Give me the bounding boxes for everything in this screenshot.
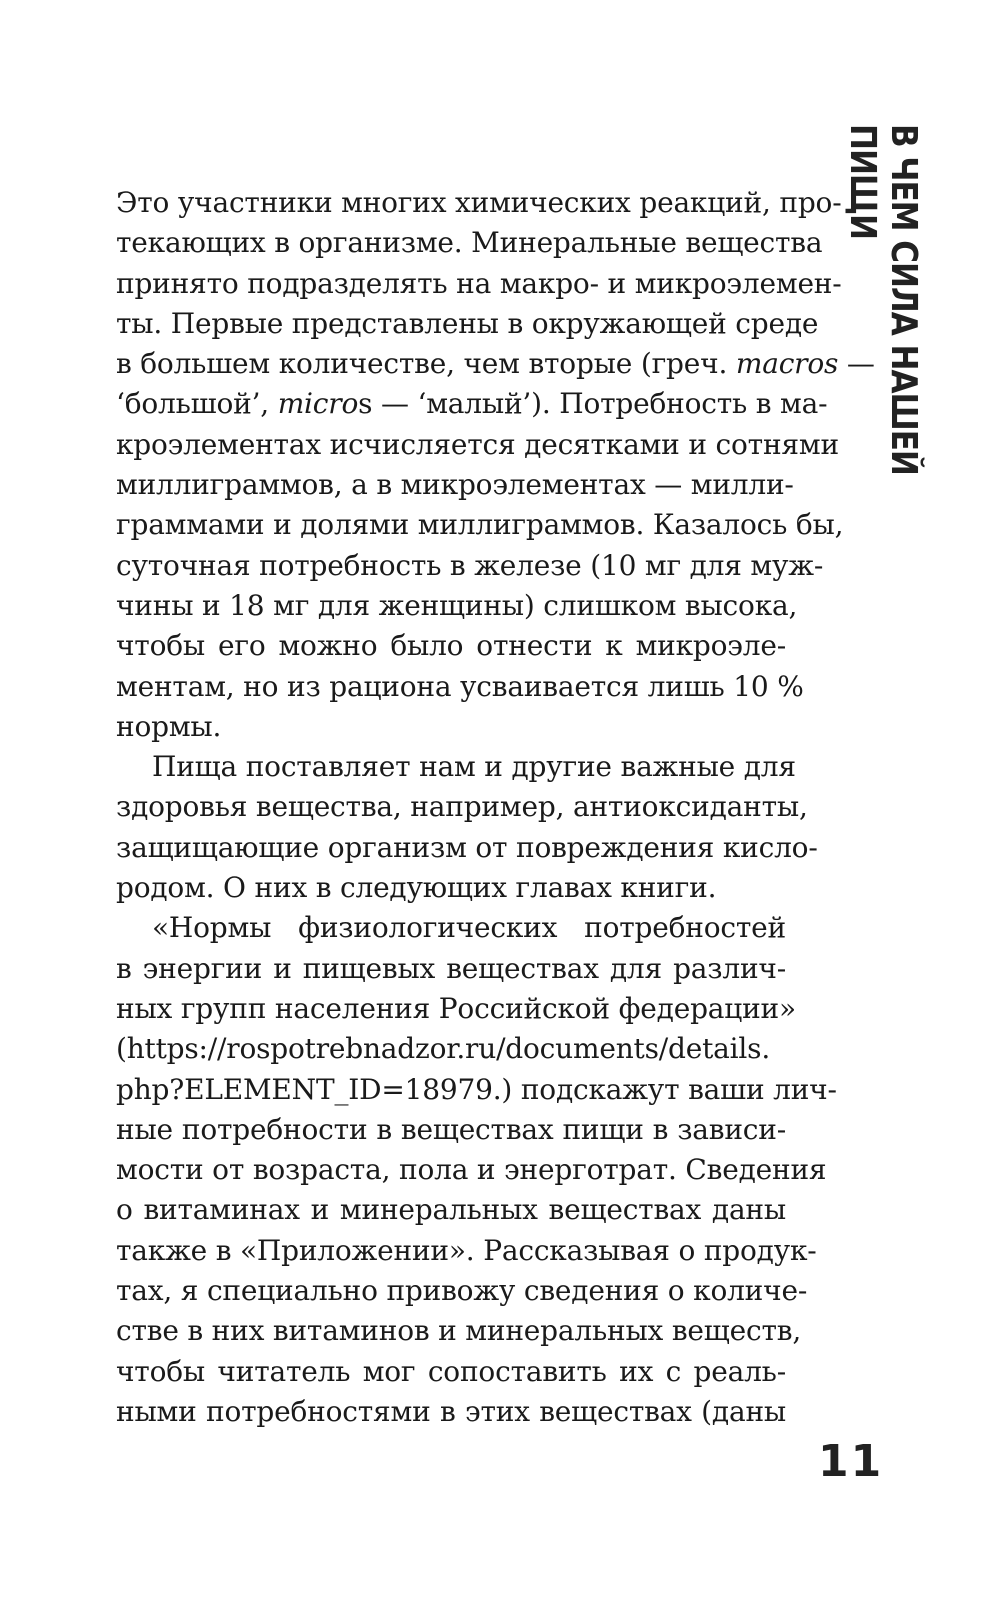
text-line: в большем количестве, чем вторые (греч. macros — — [116, 347, 875, 381]
text-line: принято подразделять на макро- и микроэлемен- — [116, 266, 842, 300]
italic-term: micro — [277, 387, 359, 421]
text-line: кроэлементах исчисляется десятками и сотнями — [116, 427, 839, 461]
text-line: миллиграммов, а в микроэлементах — милли- — [116, 468, 794, 502]
text-line: ты. Первые представлены в окружающей среде — [116, 306, 819, 340]
text-line: текающих в организме. Минеральные вещества — [116, 226, 823, 260]
italic-term: macros — [735, 347, 839, 381]
text-line: чины и 18 мг для женщины) слишком высока, — [116, 588, 798, 622]
text-line: суточная потребность в железе (10 мг для муж- — [116, 548, 824, 582]
text-line: тах, я специально привожу сведения о количе- — [116, 1274, 808, 1308]
text-line: ных групп населения Российской федерации» — [116, 991, 796, 1025]
text-line: (https://rospotrebnadzor.ru/documents/details. — [116, 1032, 771, 1066]
text-line: чтобы его можно было отнести к микроэле- — [116, 629, 786, 663]
text-line: здоровья вещества, например, антиоксиданты, — [116, 790, 808, 824]
running-head-title: В ЧЕМ СИЛА НАШЕЙ ПИЩИ — [841, 124, 925, 475]
text-line: ментам, но из рациона усваивается лишь 10 % — [116, 669, 804, 703]
text-line: родом. О них в следующих главах книги. — [116, 871, 717, 905]
text-line: о витаминах и минеральных веществах даны — [116, 1193, 786, 1227]
text-line: Пища поставляет нам и другие важные для — [152, 750, 796, 784]
text-line: ные потребности в веществах пищи в зависи- — [116, 1112, 786, 1146]
text-line: в энергии и пищевых веществах для различ- — [116, 951, 786, 985]
body-text — [116, 183, 875, 1432]
text-line: ‘большой’, micros — ‘малый’). Потребность в ма- — [116, 387, 828, 421]
text-line: php?ELEMENT_ID=18979.) подскажут ваши лич- — [116, 1072, 837, 1106]
text-line: Это участники многих химических реакций, про- — [116, 186, 842, 219]
text-line: граммами и долями миллиграммов. Казалось бы, — [116, 508, 844, 542]
text-line: чтобы читатель мог сопоставить их с реаль- — [116, 1354, 786, 1388]
text-line: ными потребностями в этих веществах (даны — [116, 1394, 786, 1428]
running-head — [841, 124, 925, 494]
page-number: 11 — [818, 1436, 884, 1487]
text-line: «Нормы физиологических потребностей — [152, 911, 786, 945]
text-line: также в «Приложении». Рассказывая о продук- — [116, 1233, 817, 1267]
text-line: защищающие организм от повреждения кисло- — [116, 830, 818, 864]
text-line: мости от возраста, пола и энерготрат. Сведения — [116, 1153, 827, 1187]
text-line: стве в них витаминов и минеральных веществ, — [116, 1314, 802, 1348]
text-line: нормы. — [116, 709, 222, 743]
